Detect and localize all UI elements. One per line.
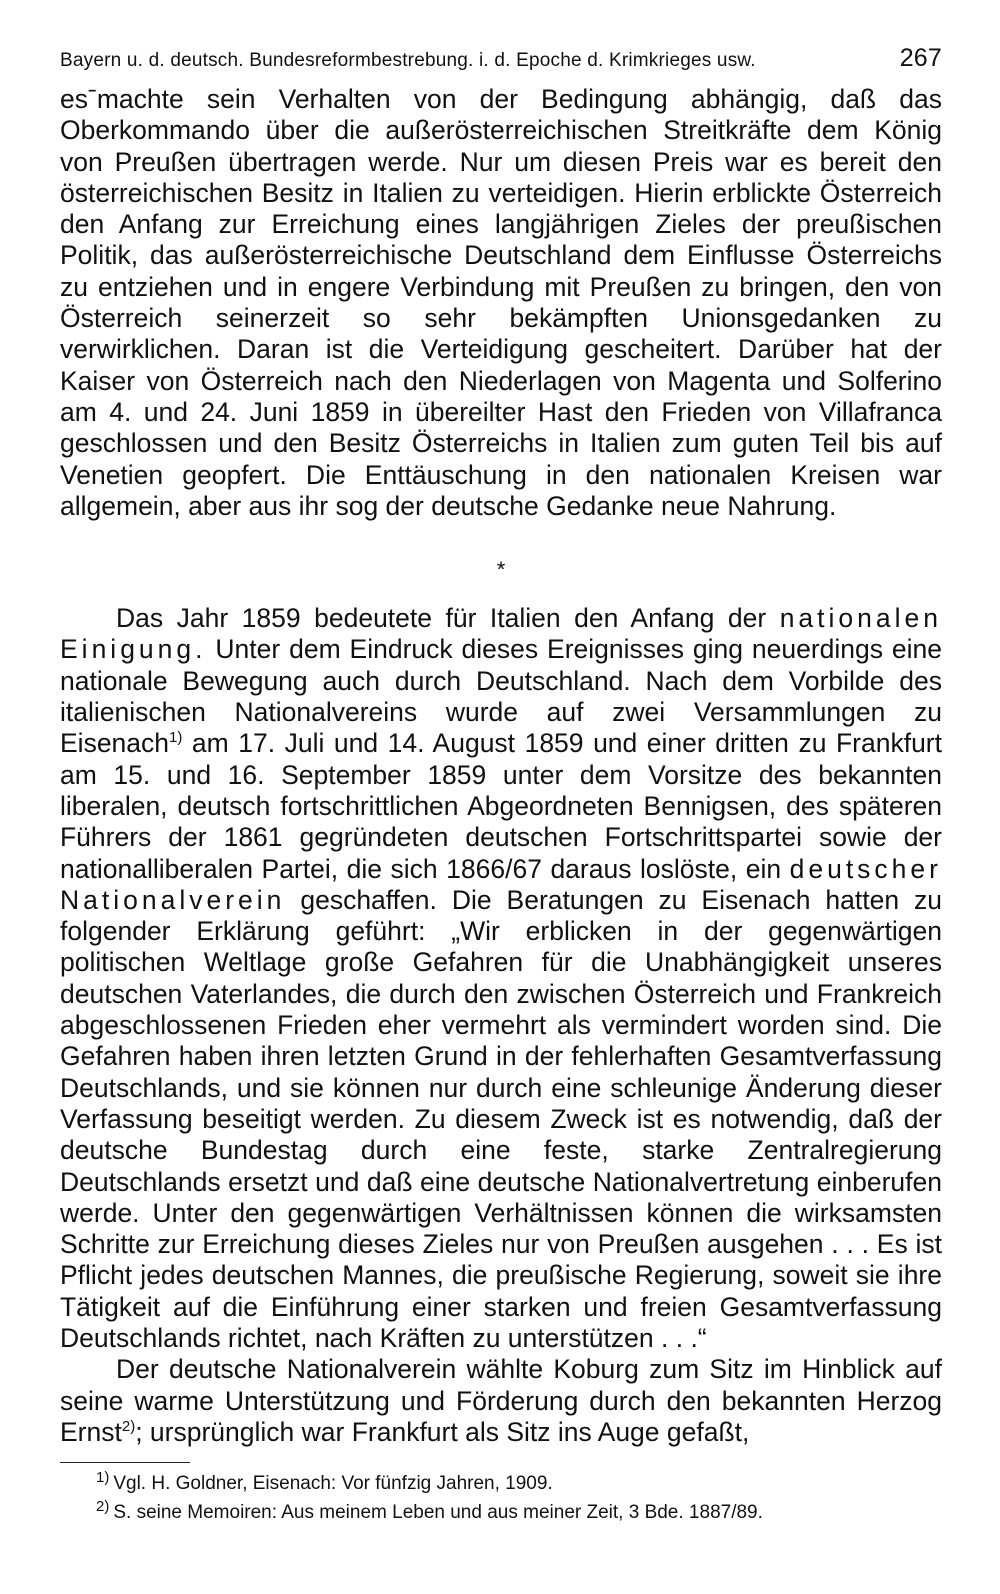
footnote-2-mark: 2)	[96, 1497, 110, 1515]
footnotes	[60, 1469, 942, 1527]
section-separator: *	[496, 557, 506, 583]
body-text	[60, 84, 942, 1448]
paragraph-2-text-d: geschaffen. Die Beratungen zu Eisenach hatten zu folgender Erklärung geführt: „Wir erblicken in der gegenwärtigen politischen Weltlage große Gefahren für die Unabhängigkeit unseres deutschen Vaterlandes, die durch den zwischen Österreich und Frankreich abgeschlossenen Frieden eher vermehrt als vermindert worden sind. Die Gefahren haben ihren letzten Grund in der fehlerhaften Gesamtverfassung Deutschlands, und sie können nur durch eine schleunige Änderung dieser Verfassung beseitigt werden. Zu diesem Zweck ist es notwendig, daß der deutsche Bundestag durch eine feste, starke Zentralregierung Deutschlands ersetzt und daß eine deutsche Nationalvertretung einberufen werde. Unter den gegenwärtigen Verhältnissen können die wirksamsten Schritte zur Erreichung dieses Zieles nur von Preußen ausgehen . . . Es ist Pflicht jedes deutschen Mannes, die preußische Regierung, soweit sie ihre Tätigkeit auf die Einführung einer starken und freien Gesamtverfassung Deutschlands richtet, nach Kräften zu unterstützen . . .“	[60, 884, 942, 1353]
spaced-phrase-deutscher-nationalverein: deutscher Nationalverein	[60, 853, 942, 915]
spaced-phrase-nationalen-einigung: nationalen Einigung.	[60, 603, 942, 665]
paragraph-2	[60, 603, 942, 1354]
page-number: 267	[899, 44, 942, 72]
footnote-1-mark: 1)	[96, 1468, 110, 1486]
footnote-ref-2: 2)	[121, 1418, 136, 1436]
paragraph-2-text-c: am 17. Juli und 14. August 1859 und einer dritten zu Frankfurt am 15. und 16. September 1859 unter dem Vorsitze des bekannten liberalen, deutsch fortschrittlichen Abgeordneten Bennigsen, des späteren Führers der 1861 gegründeten deutschen Fortschrittspartei sowie der nationalliberalen Partei, die sich 1866/67 daraus loslöste, ein	[60, 728, 942, 884]
footnote-1	[60, 1469, 942, 1498]
footnote-1-text: Vgl. H. Goldner, Eisenach: Vor fünfzig Jahren, 1909.	[113, 1473, 553, 1495]
running-title: Bayern u. d. deutsch. Bundesreformbestrebung. i. d. Epoche d. Krimkrieges usw.	[60, 50, 756, 71]
paragraph-1: esˉmachte sein Verhalten von der Bedingung abhängig, daß das Oberkommando über die außerösterreichischen Streitkräfte dem König von Preußen übertragen werde. Nur um diesen Preis war es bereit den österreichischen Besitz in Italien zu verteidigen. Hierin erblickte Österreich den Anfang zur Erreichung eines langjährigen Zieles der preußischen Politik, das außerösterreichische Deutschland dem Einflusse Österreichs zu entziehen und in engere Verbindung mit Preußen zu bringen, den von Österreich seinerzeit so sehr bekämpften Unionsgedanken zu verwirklichen. Daran ist die Verteidigung gescheitert. Darüber hat der Kaiser von Österreich nach den Niederlagen von Magenta und Solferino am 4. und 24. Juni 1859 in übereilter Hast den Frieden von Villafranca geschlossen und den Besitz Österreichs in Italien zum guten Teil bis auf Venetien geopfert. Die Enttäuschung in den nationalen Kreisen war allgemein, aber aus ihr sog der deutsche Gedanke neue Nahrung.	[60, 84, 942, 521]
footnote-ref-1: 1)	[169, 729, 183, 747]
paragraph-3	[60, 1354, 942, 1448]
paragraph-2-text-a: Das Jahr 1859 bedeutete für Italien den Anfang der	[116, 603, 780, 634]
running-header	[60, 44, 942, 84]
footnote-2-text: S. seine Memoiren: Aus meinem Leben und aus meiner Zeit, 3 Bde. 1887/89.	[113, 1502, 763, 1524]
paragraph-3-text-b: ; ursprünglich war Frankfurt als Sitz ins Auge gefaßt,	[135, 1416, 750, 1447]
footnote-divider	[60, 1462, 190, 1463]
paragraph-3-text-a: Der deutsche Nationalverein wählte Koburg zum Sitz im Hinblick auf seine warme Unterstützung und Förderung durch den bekannten Herzog Ernst	[60, 1354, 942, 1447]
footnote-2	[60, 1498, 942, 1527]
paragraph-2-text-b: Unter dem Eindruck dieses Ereignisses ging neuerdings eine nationale Bewegung auch durch Deutschland. Nach dem Vorbilde des italienischen Nationalvereins wurde auf zwei Versammlungen zu Eisenach	[60, 634, 942, 759]
book-page	[60, 44, 942, 1527]
